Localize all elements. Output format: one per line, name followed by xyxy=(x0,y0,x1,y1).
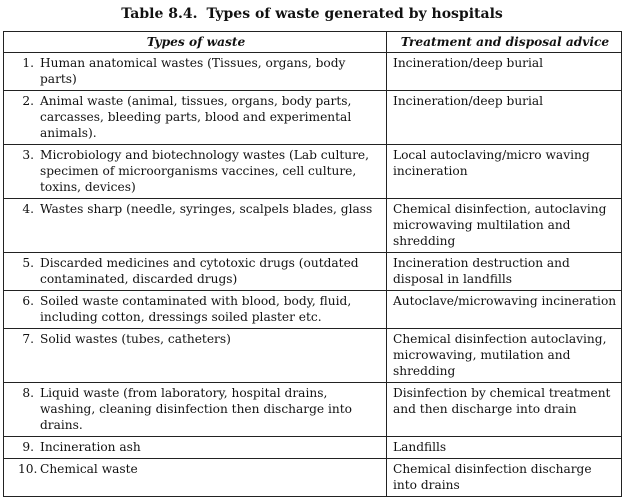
header-types-of-waste: Types of waste xyxy=(4,32,387,53)
waste-type-cell xyxy=(4,291,387,329)
row-number: 6. xyxy=(22,294,34,308)
waste-type-text: Liquid waste (from laboratory, hospital drains, washing, cleaning disinfection then discharge into drains. xyxy=(40,386,352,432)
waste-type-text: Solid wastes (tubes, catheters) xyxy=(40,332,231,346)
waste-type-text: Human anatomical wastes (Tissues, organs, body parts) xyxy=(40,56,346,86)
table-caption xyxy=(0,5,624,23)
row-number: 10. xyxy=(18,462,38,476)
disposal-advice-cell: Autoclave/microwaving incineration xyxy=(387,291,622,329)
table-number: Table 8.4. xyxy=(121,6,198,22)
table-row xyxy=(4,53,622,91)
waste-type-text: Animal waste (animal, tissues, organs, body parts, carcasses, bleeding parts, blood and experimental animals). xyxy=(40,94,352,140)
waste-type-text: Discarded medicines and cytotoxic drugs (outdated contaminated, discarded drugs) xyxy=(40,256,359,286)
table-row xyxy=(4,145,622,199)
waste-type-text: Wastes sharp (needle, syringes, scalpels blades, glass xyxy=(40,202,373,216)
waste-type-cell xyxy=(4,91,387,145)
row-number: 7. xyxy=(22,332,34,346)
waste-type-text: Microbiology and biotechnology wastes (Lab culture, specimen of microorganisms vaccines, cell culture, toxins, devices) xyxy=(40,148,370,194)
row-number: 4. xyxy=(22,202,34,216)
disposal-advice-cell: Chemical disinfection, autoclaving microwaving multilation and shredding xyxy=(387,199,622,253)
table-title: Types of waste generated by hospitals xyxy=(206,6,503,22)
waste-type-cell xyxy=(4,199,387,253)
table-row xyxy=(4,291,622,329)
waste-type-cell xyxy=(4,437,387,459)
disposal-advice-cell: Local autoclaving/micro waving incineration xyxy=(387,145,622,199)
row-number: 3. xyxy=(22,148,34,162)
waste-type-text: Incineration ash xyxy=(40,440,141,454)
table-header-row xyxy=(4,32,622,53)
table-row xyxy=(4,383,622,437)
waste-table xyxy=(3,31,622,497)
waste-type-cell xyxy=(4,253,387,291)
disposal-advice-cell: Chemical disinfection discharge into drains xyxy=(387,459,622,497)
waste-type-text: Soiled waste contaminated with blood, body, fluid, including cotton, dressings soiled plaster etc. xyxy=(40,294,352,324)
disposal-advice-cell: Incineration/deep burial xyxy=(387,53,622,91)
waste-type-cell xyxy=(4,459,387,497)
waste-type-cell xyxy=(4,383,387,437)
disposal-advice-cell: Chemical disinfection autoclaving, microwaving, mutilation and shredding xyxy=(387,329,622,383)
table-row xyxy=(4,437,622,459)
table-row xyxy=(4,199,622,253)
row-number: 8. xyxy=(22,386,34,400)
disposal-advice-cell: Incineration/deep burial xyxy=(387,91,622,145)
table-row xyxy=(4,91,622,145)
disposal-advice-cell: Disinfection by chemical treatment and then discharge into drain xyxy=(387,383,622,437)
waste-type-cell xyxy=(4,53,387,91)
table-row xyxy=(4,459,622,497)
table-body xyxy=(4,53,622,497)
waste-type-cell xyxy=(4,329,387,383)
disposal-advice-cell: Incineration destruction and disposal in landfills xyxy=(387,253,622,291)
table-row xyxy=(4,329,622,383)
table-row xyxy=(4,253,622,291)
waste-type-cell xyxy=(4,145,387,199)
waste-type-text: Chemical waste xyxy=(40,462,138,476)
row-number: 2. xyxy=(22,94,34,108)
row-number: 9. xyxy=(22,440,34,454)
header-treatment-advice: Treatment and disposal advice xyxy=(387,32,622,53)
row-number: 1. xyxy=(22,56,34,70)
row-number: 5. xyxy=(22,256,34,270)
disposal-advice-cell: Landfills xyxy=(387,437,622,459)
